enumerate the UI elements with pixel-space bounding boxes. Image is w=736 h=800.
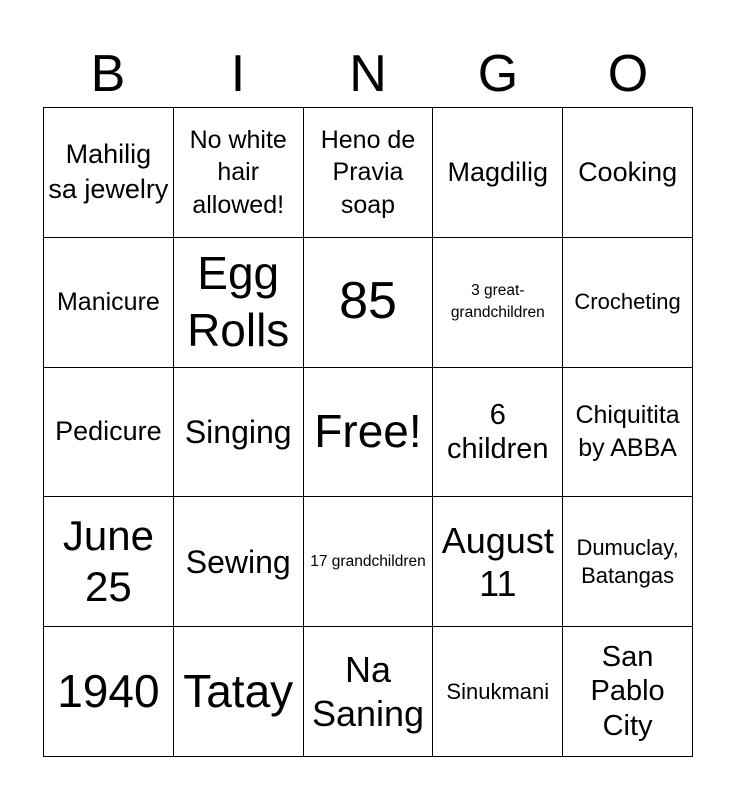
bingo-cell-r1c2[interactable]: No white hair allowed! bbox=[174, 108, 304, 238]
bingo-cell-r5c5[interactable]: San Pablo City bbox=[563, 627, 693, 757]
header-letter-o: O bbox=[607, 45, 649, 103]
bingo-cell-r4c5[interactable]: Dumuclay, Batangas bbox=[563, 497, 693, 627]
bingo-cell-r2c2[interactable]: Egg Rolls bbox=[174, 238, 304, 368]
bingo-cell-r4c4[interactable]: August 11 bbox=[433, 497, 563, 627]
bingo-cell-r3c5[interactable]: Chiquitita by ABBA bbox=[563, 368, 693, 498]
bingo-cell-r2c5[interactable]: Crocheting bbox=[563, 238, 693, 368]
header-letter-i: I bbox=[230, 45, 246, 103]
header-letter-n: N bbox=[349, 45, 387, 103]
bingo-card-grid bbox=[43, 107, 693, 757]
bingo-cell-r3c1[interactable]: Pedicure bbox=[44, 368, 174, 498]
bingo-cell-r5c2[interactable]: Tatay bbox=[174, 627, 304, 757]
bingo-cell-r1c5[interactable]: Cooking bbox=[563, 108, 693, 238]
bingo-cell-r4c3[interactable]: 17 grandchildren bbox=[304, 497, 434, 627]
bingo-cell-r2c1[interactable]: Manicure bbox=[44, 238, 174, 368]
bingo-cell-r4c1[interactable]: June 25 bbox=[44, 497, 174, 627]
bingo-cell-r4c2[interactable]: Sewing bbox=[174, 497, 304, 627]
bingo-cell-r1c1[interactable]: Mahilig sa jewelry bbox=[44, 108, 174, 238]
bingo-header bbox=[43, 40, 693, 108]
bingo-cell-r1c4[interactable]: Magdilig bbox=[433, 108, 563, 238]
bingo-cell-r5c1[interactable]: 1940 bbox=[44, 627, 174, 757]
bingo-cell-r5c3[interactable]: Na Saning bbox=[304, 627, 434, 757]
bingo-cell-r3c3[interactable]: Free! bbox=[304, 368, 434, 498]
header-letter-b: B bbox=[90, 45, 126, 103]
bingo-cell-r1c3[interactable]: Heno de Pravia soap bbox=[304, 108, 434, 238]
bingo-cell-r3c2[interactable]: Singing bbox=[174, 368, 304, 498]
bingo-cell-r3c4[interactable]: 6 children bbox=[433, 368, 563, 498]
bingo-cell-r2c4[interactable]: 3 great-grandchildren bbox=[433, 238, 563, 368]
header-letter-g: G bbox=[477, 45, 519, 103]
bingo-cell-r2c3[interactable]: 85 bbox=[304, 238, 434, 368]
bingo-cell-r5c4[interactable]: Sinukmani bbox=[433, 627, 563, 757]
